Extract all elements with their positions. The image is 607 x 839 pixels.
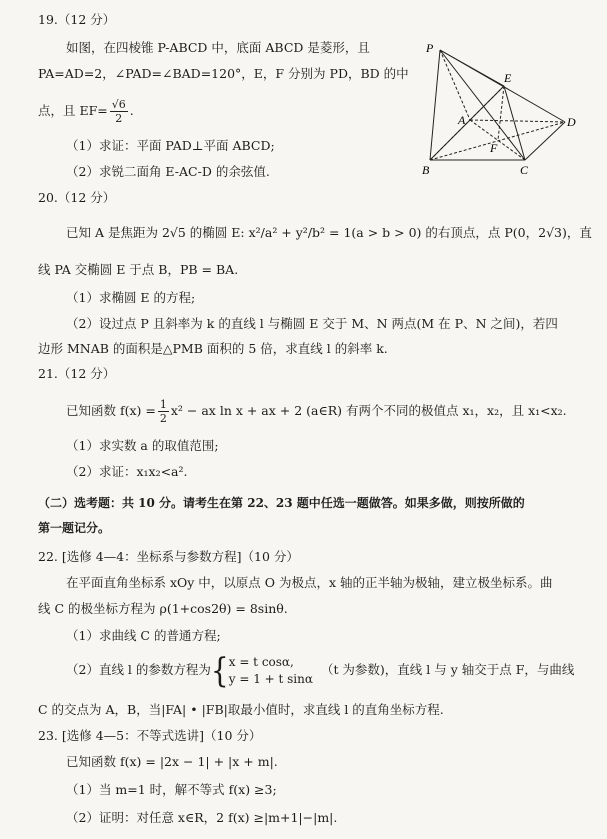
elective-note-1: （二）选考题：共 10 分。请考生在第 22、23 题中任选一题做答。如果多做，则按所做的 [38, 496, 525, 510]
pyramid-figure [420, 40, 590, 180]
q19-header: 19.（12 分） [38, 12, 116, 27]
q22-header: 22. [选修 4—4：坐标系与参数方程]（10 分） [38, 549, 299, 564]
q19-part-2: （2）求锐二面角 E-AC-D 的余弦值. [66, 164, 270, 179]
label-A: A [458, 113, 466, 127]
q22-line-2: 线 C 的极坐标方程为 ρ(1+cos2θ) = 8sinθ. [38, 601, 288, 616]
q22-line-1: 在平面直角坐标系 xOy 中，以原点 O 为极点，x 轴的正半轴为极轴，建立极坐标系。曲 [66, 575, 553, 590]
q20-part-2: （2）设过点 P 且斜率为 k 的直线 l 与椭圆 E 交于 M、N 两点(M 在 P、N 之间)，若四 [66, 316, 558, 331]
q22-part-1: （1）求曲线 C 的普通方程; [66, 628, 221, 643]
q20-header: 20.（12 分） [38, 190, 116, 205]
label-C: C [520, 163, 529, 177]
q20-line-2: 线 PA 交椭圆 E 于点 B，PB = BA. [38, 262, 239, 277]
q19-line-3-text: 点，且 EF= [38, 103, 108, 118]
q23-part-1: （1）当 m=1 时，解不等式 f(x) ≥3; [66, 782, 277, 797]
q19-ef-fraction: $\frac{√6}{2}$ [111, 98, 126, 125]
left-brace: { [210, 650, 229, 690]
q19-line-2: PA=AD=2，∠PAD=∠BAD=120°，E，F 分别为 PD，BD 的中 [38, 66, 409, 81]
elective-note-2: 第一题记分。 [38, 521, 111, 535]
q22-part-2: （2）直线 l 的参数方程为{ x = t cosα, y = 1 + t sinα （t 为参数)，直线 l 与 y 轴交于点 F，与曲线 [66, 650, 575, 690]
label-P: P [426, 41, 434, 55]
label-D: D [567, 115, 576, 129]
half-fraction: $\frac{1}{2}$ [159, 398, 167, 425]
parametric-system: x = t cosα, y = 1 + t sinα [228, 654, 313, 686]
label-F: F [490, 141, 498, 155]
q21-line-1: 已知函数 f(x) = $\frac{1}{2}$ x² − ax ln x + ax + 2 (a∈R) 有两个不同的极值点 x₁，x₂，且 x₁<x₂. [66, 398, 567, 425]
q21-part-2: （2）求证：x₁x₂<a². [66, 464, 188, 479]
label-B: B [422, 163, 430, 177]
q20-part-2-cont: 边形 MNAB 的面积是△PMB 面积的 5 倍，求直线 l 的斜率 k. [38, 341, 388, 356]
q23-line-1: 已知函数 f(x) = |2x − 1| + |x + m|. [66, 754, 278, 769]
label-E: E [504, 71, 512, 85]
q20-part-1: （1）求椭圆 E 的方程; [66, 290, 196, 305]
q19-part-1: （1）求证：平面 PAD⊥平面 ABCD; [66, 138, 275, 153]
q22-part-2-cont: C 的交点为 A，B，当|FA| • |FB|取最小值时，求直线 l 的直角坐标方程. [38, 702, 444, 717]
ellipse-equation: x²/a² + y²/b² = 1(a > b > 0) [248, 225, 422, 240]
q21-part-1: （1）求实数 a 的取值范围; [66, 438, 219, 453]
q21-header: 21.（12 分） [38, 366, 116, 381]
q23-header: 23. [选修 4—5：不等式选讲]（10 分） [38, 728, 262, 743]
q20-line-1: 已知 A 是焦距为 2√5 的椭圆 E: x²/a² + y²/b² = 1(a > b > 0) 的右顶点，点 P(0，2√3)，直 [66, 225, 592, 240]
q19-line-3: 点，且 EF= $\frac{√6}{2}$ . [38, 98, 134, 125]
q19-line-1: 如图，在四棱锥 P-ABCD 中，底面 ABCD 是菱形，且 [66, 40, 370, 55]
q23-part-2: （2）证明：对任意 x∈R，2 f(x) ≥|m+1|−|m|. [66, 810, 338, 825]
